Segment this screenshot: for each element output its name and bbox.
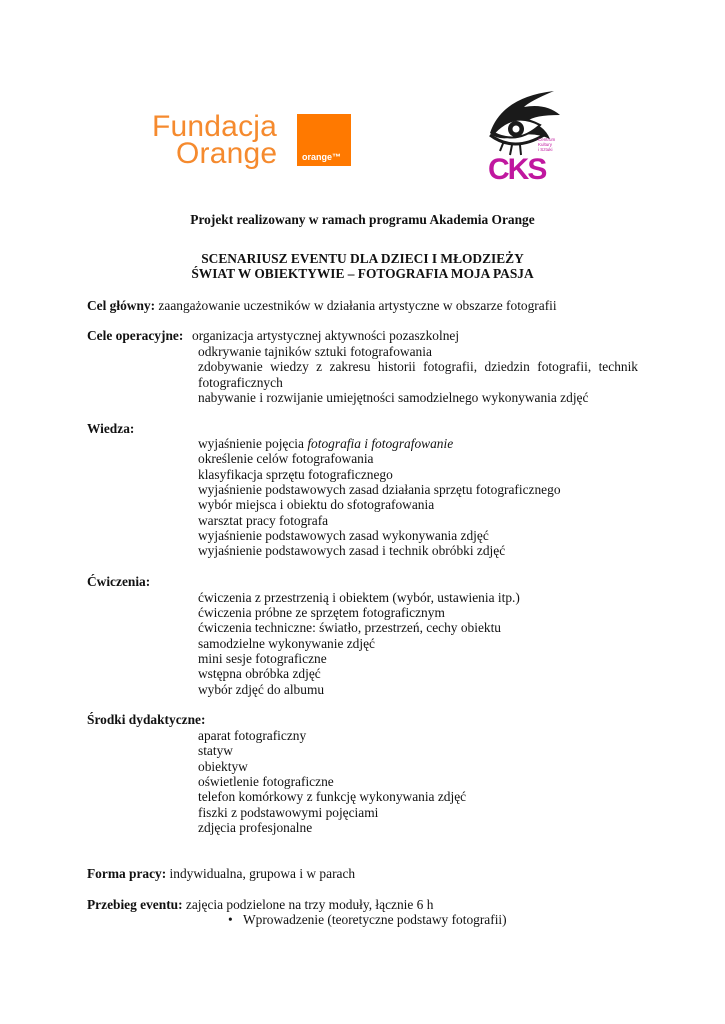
forma-pracy-row [87, 866, 355, 882]
cele-operacyjne-label: Cele operacyjne: [87, 328, 184, 343]
cel-glowny-row [87, 298, 557, 314]
list-item: obiektyw [198, 759, 248, 774]
list-item: oświetlenie fotograficzne [198, 774, 334, 789]
list-item: klasyfikacja sprzętu fotograficznego [198, 467, 393, 482]
list-item: ćwiczenia próbne ze sprzętem fotograficznym [198, 605, 445, 620]
list-item: wyjaśnienie podstawowych zasad wykonywania zdjęć [198, 528, 489, 543]
fundacja-logo-text-line2: Orange [176, 137, 278, 170]
forma-pracy-label: Forma pracy: [87, 866, 167, 881]
svg-text:Centrum: Centrum [538, 137, 556, 142]
list-item: warsztat pracy fotografa [198, 513, 329, 528]
list-item: ćwiczenia z przestrzenią i obiektem (wybór, ustawienia itp.) [198, 590, 520, 605]
cele-operacyjne-first: organizacja artystycznej aktywności pozaszkolnej [192, 328, 460, 343]
wiedza-first-item [198, 436, 453, 452]
list-item: ćwiczenia techniczne: światło, przestrzeń, cechy obiektu [198, 620, 502, 635]
fundacja-orange-logo [152, 112, 352, 172]
svg-text:Kultury: Kultury [538, 142, 553, 147]
cel-glowny-label: Cel główny: [87, 298, 156, 313]
orange-box-label: orange™ [302, 152, 342, 162]
list-item: telefon komórkowy z funkcję wykonywania zdjęć [198, 789, 467, 804]
bullet-icon: • [228, 912, 233, 927]
wiedza-first-italic: fotografia i fotografowanie [307, 436, 454, 451]
list-item: statyw [198, 743, 233, 758]
list-item: aparat fotograficzny [198, 728, 307, 743]
list-item: wyjaśnienie podstawowych zasad i technik obróbki zdjęć [198, 543, 506, 558]
list-item: mini sesje fotograficzne [198, 651, 327, 666]
list-item: określenie celów fotografowania [198, 451, 374, 466]
przebieg-label: Przebieg eventu: [87, 897, 183, 912]
document-title-line1: SCENARIUSZ EVENTU DLA DZIECI I MŁODZIEŻY [201, 251, 524, 266]
list-item: zdobywanie wiedzy z zakresu historii fotografii, dziedzin fotografii, technik [198, 359, 638, 374]
cks-eye-icon [484, 85, 569, 185]
list-item: fotograficznych [198, 375, 283, 390]
svg-text:CKS: CKS [488, 153, 546, 185]
cwiczenia-label: Ćwiczenia: [87, 574, 151, 589]
wiedza-first-prefix: wyjaśnienie pojęcia [198, 436, 308, 451]
srodki-label: Środki dydaktyczne: [87, 712, 206, 727]
list-item: wyjaśnienie podstawowych zasad działania sprzętu fotograficznego [198, 482, 561, 497]
list-item: nabywanie i rozwijanie umiejętności samodzielnego wykonywania zdjęć [198, 390, 589, 405]
wiedza-label: Wiedza: [87, 421, 135, 436]
list-item: zdjęcia profesjonalne [198, 820, 313, 835]
przebieg-text: zajęcia podzielone na trzy moduły, łącznie 6 h [182, 897, 434, 912]
cel-glowny-text: zaangażowanie uczestników w działania artystyczne w obszarze fotografii [155, 298, 557, 313]
document-title-line2: ŚWIAT W OBIEKTYWIE – FOTOGRAFIA MOJA PASJA [191, 266, 534, 281]
cks-logo [484, 85, 569, 185]
list-item: Wprowadzenie (teoretyczne podstawy fotografii) [243, 912, 507, 927]
svg-text:i Sztuki: i Sztuki [538, 147, 553, 152]
list-item: wybór miejsca i obiektu do sfotografowania [198, 497, 435, 512]
list-item: wybór zdjęć do albumu [198, 682, 325, 697]
program-line: Projekt realizowany w ramach programu Akademia Orange [190, 212, 535, 227]
list-item: samodzielne wykonywanie zdjęć [198, 636, 375, 651]
przebieg-row [87, 897, 433, 913]
orange-brand-box [297, 114, 351, 166]
fundacja-logo-text-line1: Fundacja [152, 110, 278, 143]
list-item: fiszki z podstawowymi pojęciami [198, 805, 379, 820]
list-item: wstępna obróbka zdjęć [198, 666, 321, 681]
list-item: odkrywanie tajników sztuki fotografowania [198, 344, 432, 359]
forma-pracy-text: indywidualna, grupowa i w parach [166, 866, 356, 881]
